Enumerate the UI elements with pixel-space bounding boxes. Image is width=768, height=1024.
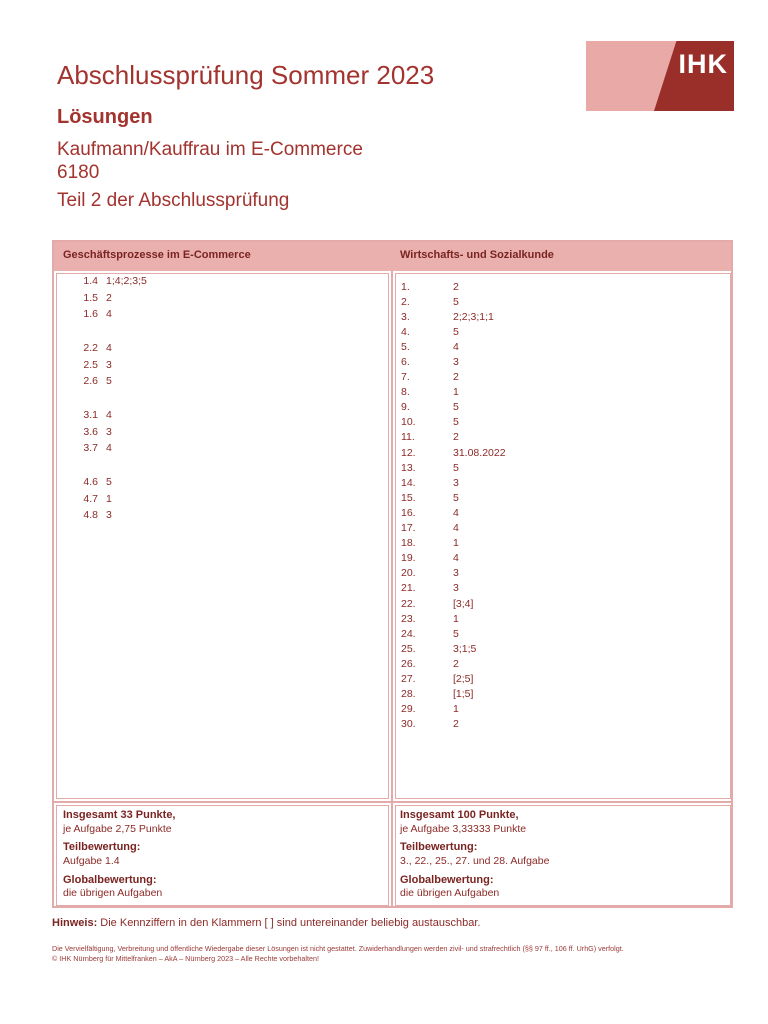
left-global-label: Globalbewertung:: [63, 873, 157, 886]
answer-value: 2: [453, 280, 459, 293]
answer-row: [401, 309, 506, 324]
page-title: Abschlussprüfung Sommer 2023: [57, 60, 435, 90]
answer-row: [401, 385, 506, 400]
right-partial-label: Teilbewertung:: [400, 841, 478, 854]
answer-value: 4: [453, 340, 459, 353]
answer-row: [74, 375, 147, 392]
answer-row: [401, 581, 506, 596]
right-global-value: die übrigen Aufgaben: [400, 887, 500, 900]
task-number: 24.: [401, 627, 416, 640]
answer-row: [74, 426, 147, 443]
task-number: 18.: [401, 537, 416, 550]
column-divider: [391, 271, 393, 908]
answer-value: 2;2;3;1;1: [453, 310, 494, 323]
task-number: 15.: [401, 491, 416, 504]
task-number: 23.: [401, 612, 416, 625]
hint-label: Hinweis:: [52, 917, 98, 929]
answer-value: 1: [453, 537, 459, 550]
copyright-notice: [52, 944, 742, 965]
answer-value: 5: [453, 461, 459, 474]
answer-value: 3: [453, 476, 459, 489]
answer-value: 4: [106, 442, 112, 454]
answer-row: [401, 536, 506, 551]
answer-value: 3: [453, 582, 459, 595]
answer-value: 1: [106, 492, 112, 505]
answer-value: 3: [106, 425, 112, 438]
task-number: 1.: [401, 280, 410, 293]
task-number: 10.: [401, 416, 416, 429]
table-header: [54, 242, 731, 271]
task-number: 8.: [401, 386, 410, 399]
answer-row: [401, 475, 506, 490]
answer-value: 3: [106, 509, 112, 521]
answer-value: 2: [106, 291, 112, 304]
task-number: 12.: [401, 446, 416, 459]
task-number: 26.: [401, 657, 416, 670]
ihk-logo: [586, 41, 734, 111]
copyright-line-2: © IHK Nürnberg für Mittelfranken – AkA – Nürnberg 2023 – Alle Rechte vorbehalten!: [52, 954, 319, 964]
task-number: 4.6: [83, 476, 98, 488]
task-number: 1.4: [83, 275, 98, 287]
task-number: 21.: [401, 582, 416, 595]
task-number: 14.: [401, 476, 416, 489]
header-right: Wirtschafts- und Sozialkunde: [400, 249, 554, 261]
exam-part: Teil 2 der Abschlussprüfung: [57, 190, 290, 211]
answer-row: [74, 392, 147, 410]
task-number: 2.6: [83, 375, 98, 387]
answer-value: [3;4]: [453, 597, 474, 610]
task-number: 22.: [401, 597, 416, 610]
task-number: 2.: [401, 295, 410, 308]
hint-note: [52, 917, 480, 929]
answer-row: [401, 656, 506, 671]
answer-value: 5: [453, 491, 459, 504]
answer-value: 5: [453, 401, 459, 414]
left-total: Insgesamt 33 Punkte,: [63, 809, 176, 821]
task-number: 30.: [401, 718, 416, 731]
answer-row: [401, 611, 506, 626]
task-number: 20.: [401, 567, 416, 580]
answer-value: 3;1;5: [453, 642, 477, 655]
page-subtitle: Lösungen: [57, 106, 153, 128]
answer-row: [74, 409, 147, 426]
answer-value: 31.08.2022: [453, 446, 506, 459]
answer-row: [74, 459, 147, 477]
answer-value: 1: [453, 386, 459, 399]
task-number: 29.: [401, 703, 416, 716]
task-number: 25.: [401, 642, 416, 655]
task-number: 1.6: [83, 308, 98, 320]
answer-row: [401, 717, 506, 732]
answer-row: [401, 702, 506, 717]
logo-text: IHK: [678, 49, 728, 79]
task-number: 3.6: [83, 425, 98, 438]
answer-row: [401, 445, 506, 460]
answer-value: 2: [453, 657, 459, 670]
task-number: 28.: [401, 688, 416, 701]
answer-value: 4: [106, 342, 112, 354]
answer-value: 4: [453, 506, 459, 519]
answer-value: 5: [106, 375, 112, 387]
task-number: 11.: [401, 431, 415, 444]
answer-row: [401, 490, 506, 505]
task-number: 7.: [401, 371, 410, 384]
task-number: 2.5: [83, 358, 98, 371]
task-number: 4.7: [83, 492, 98, 505]
solutions-table: [52, 240, 733, 908]
answer-value: 5: [453, 416, 459, 429]
answer-row: [74, 476, 147, 493]
answer-row: [401, 430, 506, 445]
left-partial-label: Teilbewertung:: [63, 841, 141, 854]
answer-row: [401, 596, 506, 611]
answer-row: [74, 292, 147, 309]
task-number: 17.: [401, 522, 416, 535]
task-number: 16.: [401, 506, 416, 519]
answer-row: [401, 370, 506, 385]
task-number: 9.: [401, 401, 410, 414]
right-partial-value: 3., 22., 25., 27. und 28. Aufgabe: [400, 854, 550, 867]
profession-code: 6180: [57, 162, 100, 183]
answer-value: 4: [453, 552, 459, 565]
answer-value: 3: [106, 358, 112, 371]
profession-line: Kaufmann/Kauffrau im E-Commerce: [57, 139, 363, 160]
header-left: Geschäftsprozesse im E-Commerce: [63, 249, 251, 261]
answer-row: [401, 566, 506, 581]
left-global-value: die übrigen Aufgaben: [63, 887, 163, 900]
answer-row: [74, 325, 147, 343]
answer-row: [74, 308, 147, 325]
task-number: 4.: [401, 325, 410, 338]
task-number: 4.8: [83, 509, 98, 521]
task-number: 27.: [401, 672, 416, 685]
answer-row: [401, 641, 506, 656]
answer-value: 2: [453, 431, 459, 444]
answer-row: [401, 505, 506, 520]
copyright-line-1: Die Vervielfältigung, Verbreitung und öffentliche Wiedergabe dieser Lösungen ist nicht gestattet. Zuwiderhandlungen werden zivil- und strafrechtlich (§§ 97 ff., 106 ff. UrhG) verfolgt.: [52, 944, 624, 953]
answer-value: 5: [453, 295, 459, 308]
answer-row: [401, 279, 506, 294]
answer-row: [401, 626, 506, 641]
answer-value: 4: [106, 308, 112, 320]
task-number: 3.1: [83, 409, 98, 421]
answer-value: 1: [453, 612, 459, 625]
answer-row: [74, 509, 147, 526]
answer-value: 5: [453, 325, 459, 338]
answer-value: 1;4;2;3;5: [106, 275, 147, 287]
task-number: 5.: [401, 340, 410, 353]
left-answers: [74, 275, 147, 526]
footer-divider: [54, 801, 731, 803]
answer-row: [401, 339, 506, 354]
answer-value: 2: [453, 371, 459, 384]
left-per-task: je Aufgabe 2,75 Punkte: [63, 822, 172, 835]
answer-row: [74, 342, 147, 359]
answer-value: [2;5]: [453, 672, 474, 685]
answer-value: 4: [453, 522, 459, 535]
answer-row: [401, 294, 506, 309]
task-number: 3.7: [83, 442, 98, 454]
left-footer: [63, 808, 383, 901]
right-answers: [401, 279, 506, 732]
answer-row: [401, 400, 506, 415]
task-number: 1.5: [83, 291, 98, 304]
answer-value: 1: [453, 703, 459, 716]
task-number: 3.: [401, 310, 410, 323]
right-total: Insgesamt 100 Punkte,: [400, 809, 519, 821]
right-footer: [400, 808, 726, 901]
hint-text: Die Kennziffern in den Klammern [ ] sind untereinander beliebig austauschbar.: [97, 917, 481, 929]
answer-value: 5: [453, 627, 459, 640]
answer-value: [1;5]: [453, 688, 474, 701]
answer-value: 3: [453, 356, 459, 369]
task-number: 2.2: [83, 342, 98, 354]
answer-row: [74, 493, 147, 510]
task-number: 19.: [401, 552, 416, 565]
right-global-label: Globalbewertung:: [400, 873, 494, 886]
answer-row: [401, 671, 506, 686]
answer-row: [401, 324, 506, 339]
answer-row: [401, 687, 506, 702]
answer-row: [401, 551, 506, 566]
task-number: 6.: [401, 356, 410, 369]
answer-value: 4: [106, 409, 112, 421]
task-number: 13.: [401, 461, 416, 474]
answer-row: [401, 521, 506, 536]
answer-value: 5: [106, 476, 112, 488]
answer-value: 2: [453, 718, 459, 731]
answer-row: [74, 359, 147, 376]
answer-row: [74, 442, 147, 459]
answer-row: [74, 275, 147, 292]
right-per-task: je Aufgabe 3,33333 Punkte: [400, 822, 527, 835]
answer-row: [401, 354, 506, 369]
answer-row: [401, 415, 506, 430]
answer-value: 3: [453, 567, 459, 580]
answer-row: [401, 460, 506, 475]
left-partial-value: Aufgabe 1.4: [63, 854, 120, 867]
